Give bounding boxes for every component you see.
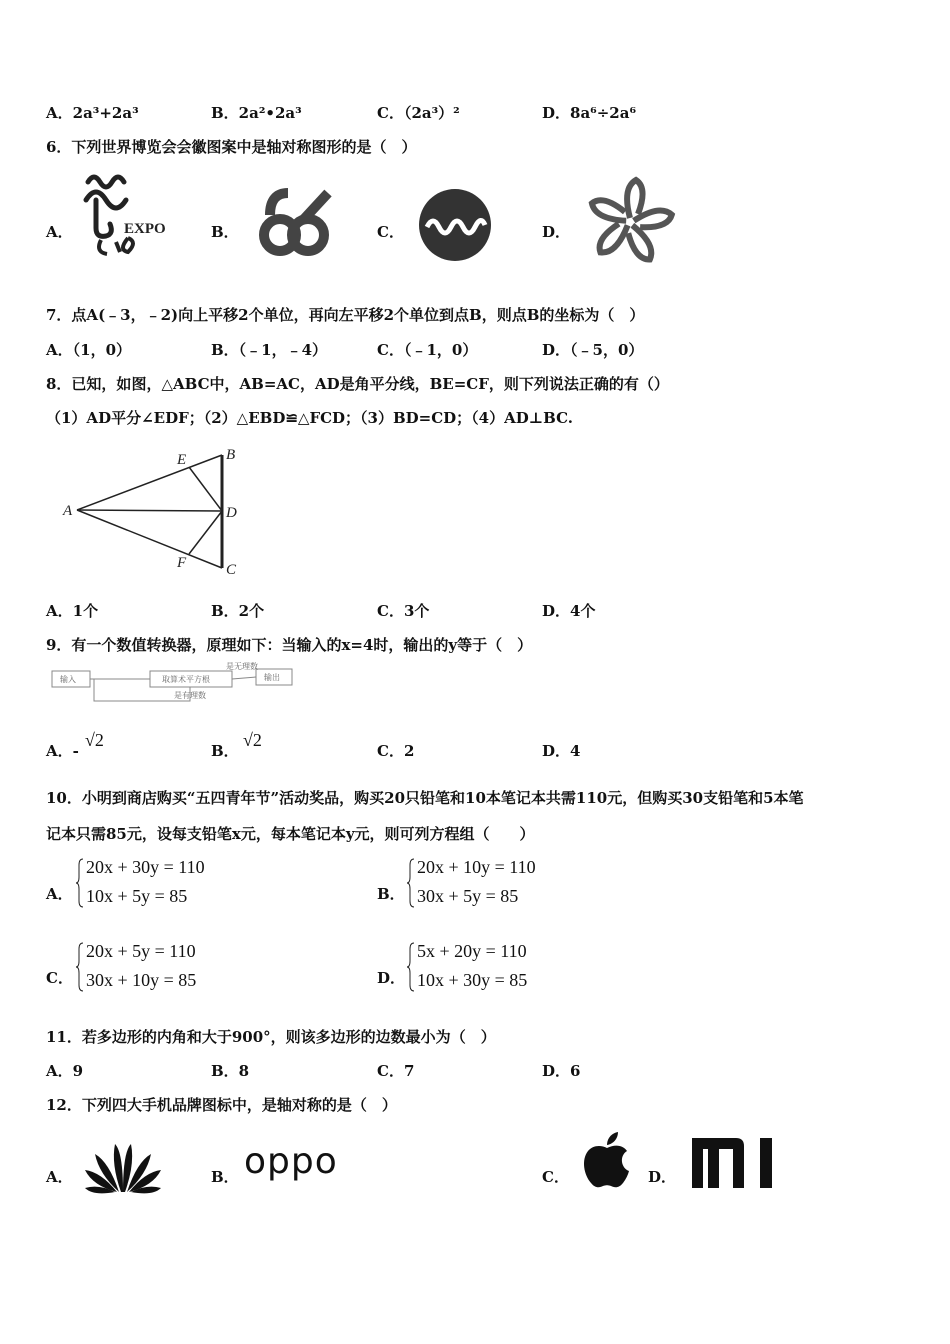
huawei-logo <box>86 1140 160 1194</box>
q12-option-a: A． <box>46 1168 73 1186</box>
q6-option-a: A． <box>46 223 73 241</box>
q10-d-eq1: 5x + 20y = 110 <box>417 941 527 961</box>
label-e: E <box>177 452 187 468</box>
q6-stem: 6．下列世界博览会会徽图案中是轴对称图形的是（ ） <box>46 138 417 156</box>
rings-logo <box>258 185 338 265</box>
q10-option-b: B． <box>377 885 405 903</box>
q8-stem: 8．已知，如图，△ABC中，AB=AC，AD是角平分线，BE=CF，则下列说法正确的有（） <box>46 375 669 393</box>
flow-irrational: 是无理数 <box>226 662 258 671</box>
q8-option-c: C．3个 <box>377 602 430 620</box>
q8-option-d: D．4个 <box>542 602 596 620</box>
q7-stem: 7．点A(﹣3，﹣2)向上平移2个单位，再向左平移2个单位到点B，则点B的坐标为（ ） <box>46 306 645 324</box>
q7-option-d: D．（﹣5，0） <box>542 341 644 359</box>
label-d: D <box>226 505 237 521</box>
q10-option-d: D． <box>377 969 406 987</box>
q10-b-eq1: 20x + 10y = 110 <box>417 857 536 877</box>
q9-stem: 9．有一个数值转换器，原理如下：当输入的x=4时，输出的y等于（ ） <box>46 636 533 654</box>
flowchart <box>50 662 280 707</box>
q10-d-eq2: 10x + 30y = 85 <box>417 970 528 990</box>
flow-process: 取算术平方根 <box>162 675 210 684</box>
flow-output: 输出 <box>264 673 280 682</box>
q9-option-a-expr: √2 <box>85 730 104 750</box>
q6-option-b: B． <box>211 223 239 241</box>
brace-d <box>407 942 415 992</box>
q11-option-a: A．9 <box>46 1062 84 1080</box>
q10-b-eq2: 30x + 5y = 85 <box>417 886 519 906</box>
q9-option-d: D．4 <box>542 742 581 760</box>
q9-option-b-expr: √2 <box>243 730 262 750</box>
q7-option-c: C．（﹣1，0） <box>377 341 478 359</box>
q5-option-b: B．2a²•2a³ <box>211 104 302 122</box>
label-c: C <box>226 562 237 578</box>
q10-stem-1: 10．小明到商店购买“五四青年节”活动奖品，购买20只铅笔和10本笔记本共需110元，但购买30支铅笔和5本笔 <box>46 789 804 807</box>
q9-option-b: B． <box>211 742 239 760</box>
waves-logo <box>417 187 493 263</box>
q5-option-a: A．2a³+2a³ <box>46 104 139 122</box>
q8-statements: （1）AD平分∠EDF；（2）△EBD≌△FCD；（3）BD=CD；（4）AD⊥BC. <box>46 409 574 427</box>
brace-c <box>76 942 84 992</box>
q10-a-eq2: 10x + 5y = 85 <box>86 886 188 906</box>
q12-stem: 12．下列四大手机品牌图标中，是轴对称的是（ ） <box>46 1096 397 1114</box>
expo-2010-logo <box>76 170 176 260</box>
q10-stem-2: 记本只需85元，设每支铅笔x元，每本笔记本y元，则可列方程组（ ） <box>46 825 535 843</box>
expo-text: EXPO <box>124 221 166 237</box>
oppo-logo: oppo <box>244 1141 338 1182</box>
apple-logo <box>582 1130 632 1188</box>
q10-option-c: C． <box>46 969 73 987</box>
label-b: B <box>226 447 236 463</box>
q10-c-eq2: 30x + 10y = 85 <box>86 970 197 990</box>
q5-option-c: C．（2a³）² <box>377 104 460 122</box>
q5-option-d: D．8a⁶÷2a⁶ <box>542 104 637 122</box>
triangle-figure <box>55 440 255 585</box>
brace-b <box>407 858 415 908</box>
q10-option-a: A． <box>46 885 73 903</box>
q9-option-c: C．2 <box>377 742 415 760</box>
label-f: F <box>177 555 187 571</box>
q9-option-a: A．- <box>46 742 79 760</box>
q6-option-d: D． <box>542 223 571 241</box>
q6-option-c: C． <box>377 223 404 241</box>
q10-a-eq1: 20x + 30y = 110 <box>86 857 205 877</box>
mi-logo <box>692 1138 776 1188</box>
flow-rational: 是有理数 <box>174 691 206 700</box>
q8-option-b: B．2个 <box>211 602 265 620</box>
q10-c-eq1: 20x + 5y = 110 <box>86 941 196 961</box>
q11-option-d: D．6 <box>542 1062 581 1080</box>
flow-input: 输入 <box>60 675 76 684</box>
q12-option-c: C． <box>542 1168 569 1186</box>
label-a: A <box>63 503 73 519</box>
q7-option-a: A．（1，0） <box>46 341 132 359</box>
q12-option-b: B． <box>211 1168 239 1186</box>
q11-option-b: B．8 <box>211 1062 250 1080</box>
q11-stem: 11．若多边形的内角和大于900°，则该多边形的边数最小为（ ） <box>46 1028 496 1046</box>
q11-option-c: C．7 <box>377 1062 415 1080</box>
brace-a <box>76 858 84 908</box>
q8-option-a: A．1个 <box>46 602 99 620</box>
flower-logo <box>588 178 672 266</box>
q12-option-d: D． <box>648 1168 677 1186</box>
q7-option-b: B．（﹣1，﹣4） <box>211 341 328 359</box>
